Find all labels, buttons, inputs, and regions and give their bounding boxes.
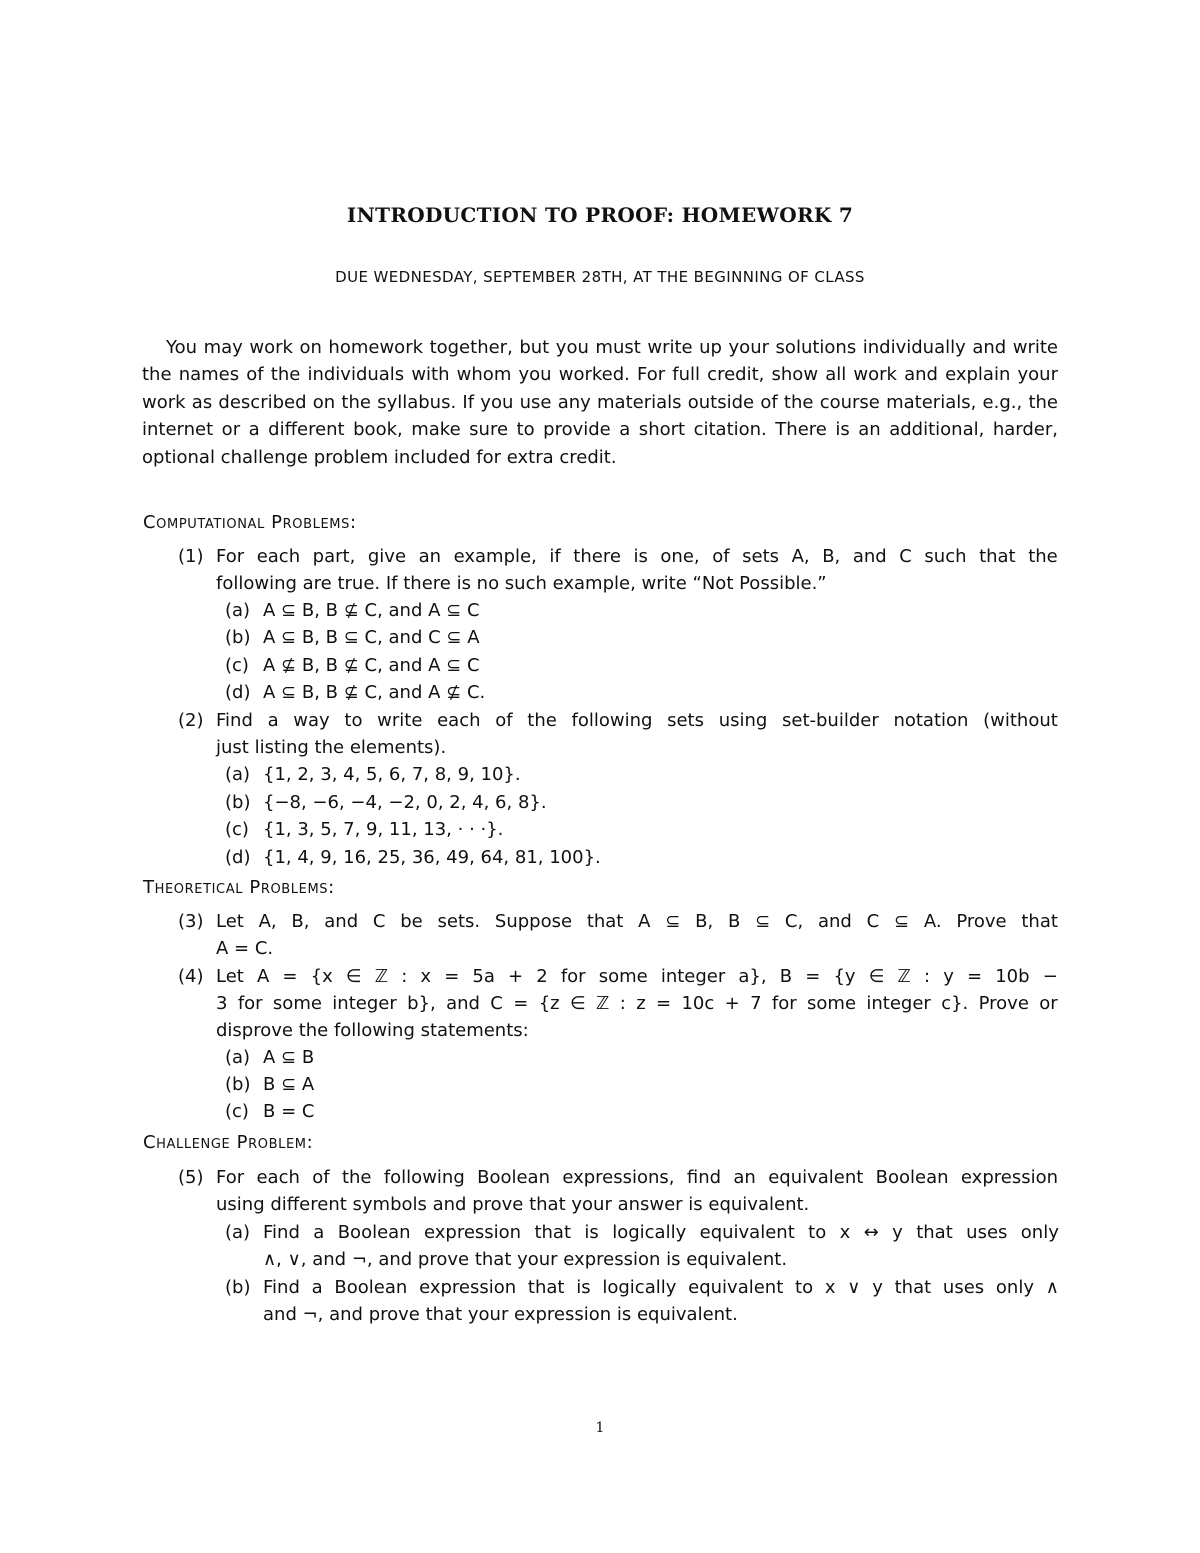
- problem-2d-text: {1, 4, 9, 16, 25, 36, 49, 64, 81, 100}.: [263, 847, 601, 868]
- problem-4b-text: B ⊆ A: [263, 1074, 315, 1095]
- problem-1-number: (1): [178, 546, 204, 567]
- problem-1-line-1: For each part, give an example, if there is one, of sets A, B, and C such that the: [216, 546, 1058, 567]
- problem-5a-line-2: ∧, ∨, and ¬, and prove that your expression is equivalent.: [263, 1249, 788, 1270]
- problem-1b-text: A ⊆ B, B ⊆ C, and C ⊆ A: [263, 627, 480, 648]
- problem-2a-label: (a): [225, 764, 251, 785]
- problem-4b-label: (b): [225, 1074, 251, 1095]
- problem-3-number: (3): [178, 911, 204, 932]
- problem-2b-text: {−8, −6, −4, −2, 0, 2, 4, 6, 8}.: [263, 792, 547, 813]
- problem-3-line-2: A = C.: [216, 938, 274, 959]
- page-number: 1: [595, 1420, 605, 1436]
- problem-2-line-1: Find a way to write each of the following sets using set-builder notation (without: [216, 710, 1058, 731]
- problem-1c-label: (c): [225, 655, 249, 676]
- section-heading-theoretical: Theoretical Problems:: [143, 877, 335, 898]
- problem-1a-text: A ⊆ B, B ⊈ C, and A ⊆ C: [263, 600, 480, 621]
- problem-5a-line-1: Find a Boolean expression that is logically equivalent to x ↔ y that uses only: [263, 1222, 1059, 1243]
- problem-4-line-1: Let A = {x ∈ ℤ : x = 5a + 2 for some integer a}, B = {y ∈ ℤ : y = 10b −: [216, 966, 1058, 987]
- problem-5b-label: (b): [225, 1277, 251, 1298]
- due-date-line: DUE WEDNESDAY, SEPTEMBER 28TH, AT THE BEGINNING OF CLASS: [335, 268, 865, 286]
- problem-4c-label: (c): [225, 1101, 249, 1122]
- problem-5-number: (5): [178, 1167, 204, 1188]
- document-title: INTRODUCTION TO PROOF: HOMEWORK 7: [346, 203, 854, 227]
- problem-5a-label: (a): [225, 1222, 251, 1243]
- intro-text: You may work on homework together, but you must write up your solutions individually and write the names of the individuals with whom you worked. For full credit, show all work and explain your work as described on the syllabus. If you use any materials outside of the course materials, e.g., the internet or a different book, make sure to provide a short citation. There is an additional, harder, optional challenge problem included for extra credit.: [142, 337, 1058, 468]
- problem-5-line-2: using different symbols and prove that your answer is equivalent.: [216, 1194, 810, 1215]
- problem-4a-label: (a): [225, 1047, 251, 1068]
- problem-5b-line-2: and ¬, and prove that your expression is equivalent.: [263, 1304, 738, 1325]
- problem-4-line-2: 3 for some integer b}, and C = {z ∈ ℤ : z = 10c + 7 for some integer c}. Prove or: [216, 993, 1058, 1014]
- problem-4-line-3: disprove the following statements:: [216, 1020, 529, 1041]
- problem-4c-text: B = C: [263, 1101, 315, 1122]
- problem-4-number: (4): [178, 966, 204, 987]
- problem-2a-text: {1, 2, 3, 4, 5, 6, 7, 8, 9, 10}.: [263, 764, 521, 785]
- intro-paragraph: [142, 334, 1058, 471]
- problem-1b-label: (b): [225, 627, 251, 648]
- section-heading-challenge: Challenge Problem:: [143, 1132, 314, 1153]
- problem-4a-text: A ⊆ B: [263, 1047, 315, 1068]
- section-heading-computational: Computational Problems:: [143, 512, 357, 533]
- problem-2c-text: {1, 3, 5, 7, 9, 11, 13, · · ·}.: [263, 819, 504, 840]
- problem-2b-label: (b): [225, 792, 251, 813]
- problem-1d-label: (d): [225, 682, 251, 703]
- problem-1c-text: A ⊈ B, B ⊈ C, and A ⊆ C: [263, 655, 480, 676]
- problem-1-line-2: following are true. If there is no such example, write “Not Possible.”: [216, 573, 827, 594]
- problem-1d-text: A ⊆ B, B ⊈ C, and A ⊈ C.: [263, 682, 486, 703]
- problem-2-line-2: just listing the elements).: [216, 737, 447, 758]
- problem-1a-label: (a): [225, 600, 251, 621]
- problem-3-line-1: Let A, B, and C be sets. Suppose that A ⊆ B, B ⊆ C, and C ⊆ A. Prove that: [216, 911, 1058, 932]
- problem-2-number: (2): [178, 710, 204, 731]
- problem-2c-label: (c): [225, 819, 249, 840]
- problem-2d-label: (d): [225, 847, 251, 868]
- problem-5-line-1: For each of the following Boolean expressions, find an equivalent Boolean expression: [216, 1167, 1058, 1188]
- problem-5b-line-1: Find a Boolean expression that is logically equivalent to x ∨ y that uses only ∧: [263, 1277, 1059, 1298]
